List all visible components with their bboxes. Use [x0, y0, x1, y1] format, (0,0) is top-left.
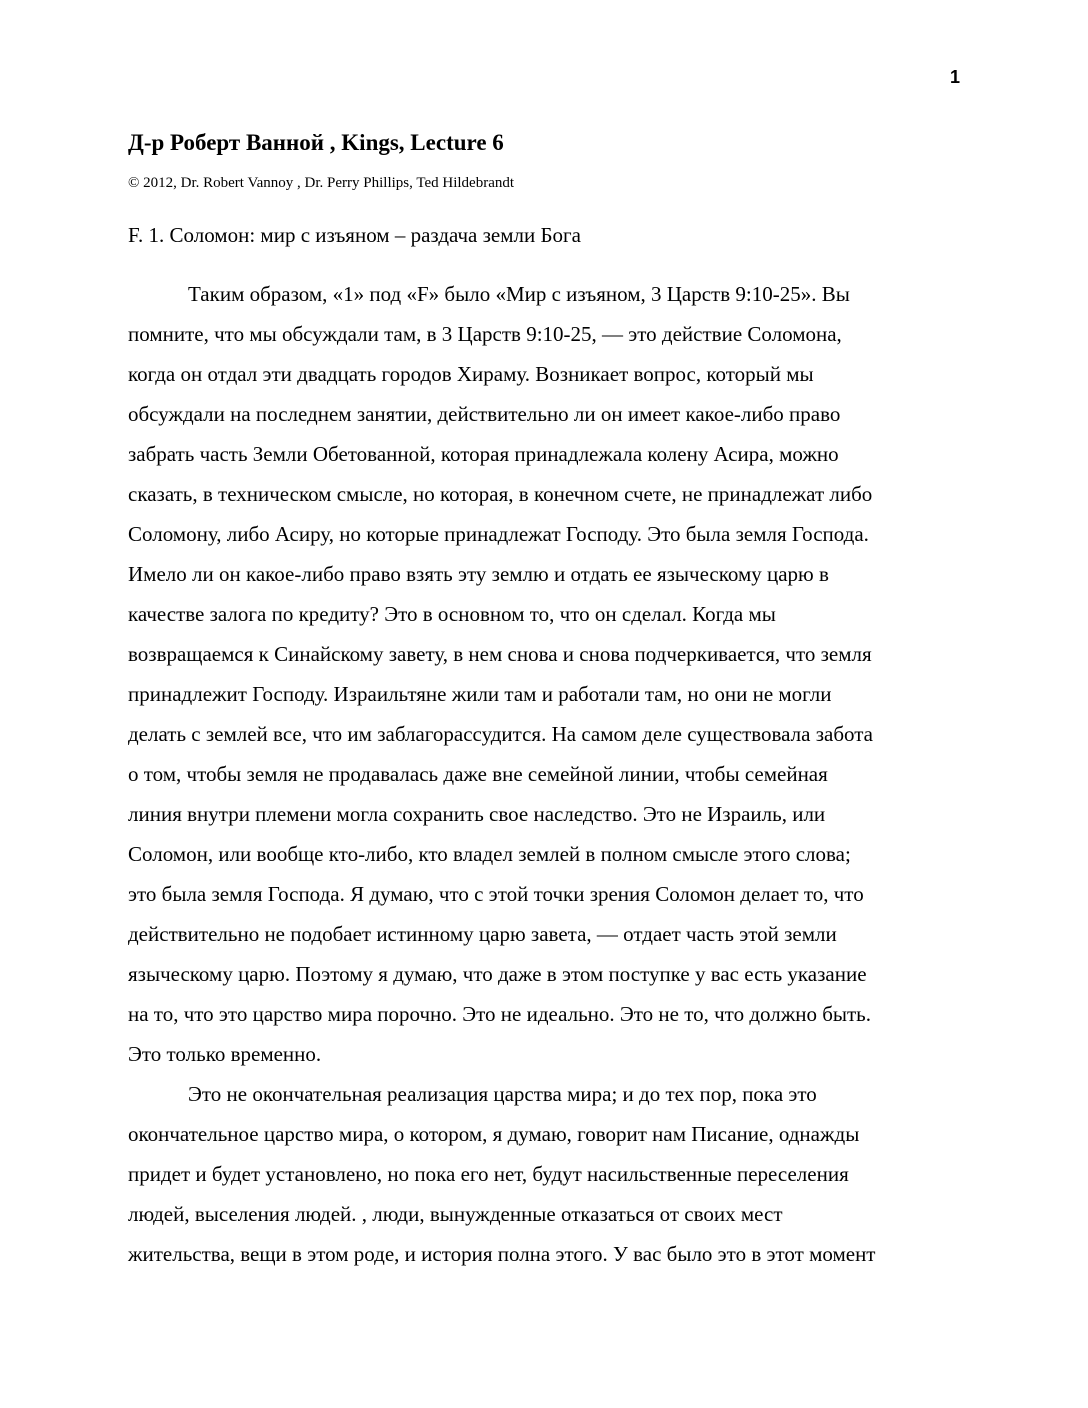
paragraph-line: окончательное царство мира, о котором, я думаю, говорит нам Писание, однажды	[128, 1122, 860, 1146]
paragraph-line: людей, выселения людей. , люди, вынужденные отказаться от своих мест	[128, 1202, 783, 1226]
paragraph-line: придет и будет установлено, но пока его нет, будут насильственные переселения	[128, 1162, 849, 1186]
paragraph-line: языческому царю. Поэтому я думаю, что даже в этом поступке у вас есть указание	[128, 962, 867, 986]
paragraph-line: на то, что это царство мира порочно. Это не идеально. Это не то, что должно быть.	[128, 1002, 871, 1026]
paragraph-line: линия внутри племени могла сохранить свое наследство. Это не Израиль, или	[128, 802, 826, 826]
paragraph-line: обсуждали на последнем занятии, действительно ли он имеет какое-либо право	[128, 402, 841, 426]
paragraph-line: Таким образом, «1» под «F» было «Мир с изъяном, 3 Царств 9:10-25». Вы	[188, 282, 850, 306]
paragraph-line: возвращаемся к Синайскому завету, в нем снова и снова подчеркивается, что земля	[128, 642, 872, 666]
paragraph-line: когда он отдал эти двадцать городов Хираму. Возникает вопрос, который мы	[128, 362, 814, 386]
paragraph-line: Это не окончательная реализация царства мира; и до тех пор, пока это	[188, 1082, 817, 1106]
paragraph-line: Имело ли он какое-либо право взять эту землю и отдать ее языческому царю в	[128, 562, 829, 586]
paragraph-line: Соломону, либо Асиру, но которые принадлежат Господу. Это была земля Господа.	[128, 522, 869, 546]
section-heading: F. 1. Соломон: мир с изъяном – раздача земли Бога	[128, 223, 581, 247]
paragraph-line: забрать часть Земли Обетованной, которая принадлежала колену Асира, можно	[128, 442, 839, 466]
paragraph-line: это была земля Господа. Я думаю, что с этой точки зрения Соломон делает то, что	[128, 882, 864, 906]
page-number: 1	[949, 67, 960, 87]
paragraph-line: жительства, вещи в этом роде, и история полна этого. У вас было это в этот момент	[128, 1242, 876, 1266]
paragraph-line: помните, что мы обсуждали там, в 3 Царств 9:10-25, — это действие Соломона,	[128, 322, 842, 346]
paragraph-line: действительно не подобает истинному царю завета, — отдает часть этой земли	[128, 922, 837, 946]
document-title: Д-р Роберт Ванной , Kings, Lecture 6	[128, 130, 504, 155]
paragraph-line: Соломон, или вообще кто-либо, кто владел землей в полном смысле этого слова;	[128, 842, 851, 866]
copyright-line: © 2012, Dr. Robert Vannoy , Dr. Perry Phillips, Ted Hildebrandt	[128, 175, 515, 191]
paragraph-line: принадлежит Господу. Израильтяне жили там и работали там, но они не могли	[128, 682, 832, 706]
paragraph-line: о том, чтобы земля не продавалась даже вне семейной линии, чтобы семейная	[128, 762, 828, 786]
paragraph-line: Это только временно.	[128, 1042, 322, 1066]
paragraph-line: качестве залога по кредиту? Это в основном то, что он сделал. Когда мы	[128, 602, 776, 626]
paragraph-line: сказать, в техническом смысле, но которая, в конечном счете, не принадлежат либо	[128, 482, 873, 506]
paragraph-line: делать с землей все, что им заблагорассудится. На самом деле существовала забота	[128, 722, 873, 746]
